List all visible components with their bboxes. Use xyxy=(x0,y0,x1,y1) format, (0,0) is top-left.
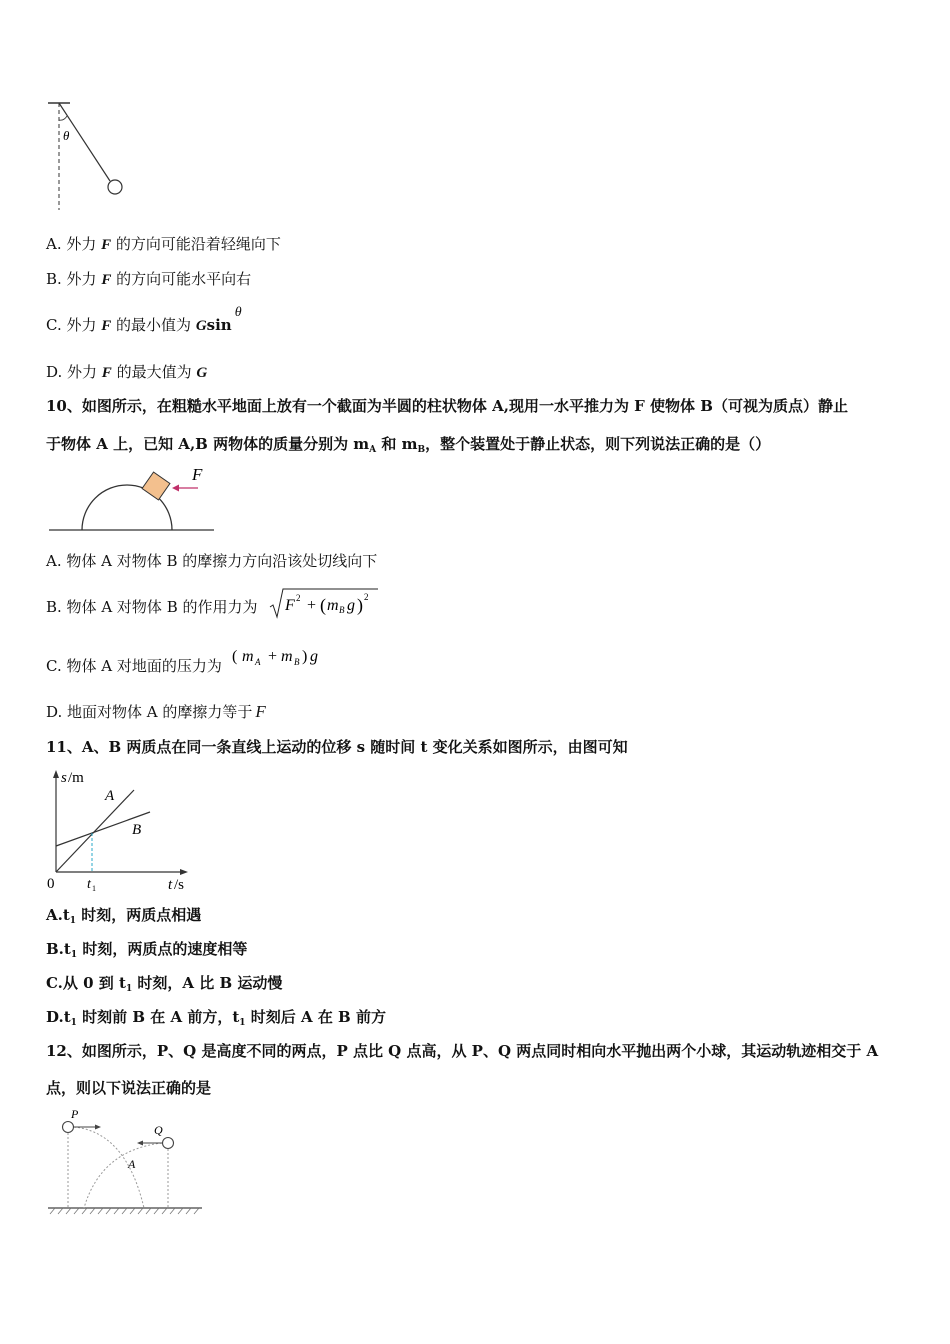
option-text: D. 地面对物体 A 的摩擦力等于 xyxy=(46,703,253,721)
var-f: F xyxy=(255,702,266,721)
q11-option-b xyxy=(46,939,247,965)
pressure-formula xyxy=(232,644,332,670)
var-m: m xyxy=(327,597,339,614)
option-text: 时刻，A 比 B 运动慢 xyxy=(132,974,283,992)
option-text: 的方向可能水平向右 xyxy=(111,270,252,288)
trajectory-q xyxy=(84,1143,162,1208)
line-b-label: B xyxy=(132,822,142,838)
var-g: g xyxy=(347,597,355,614)
option-text: D. 外力 xyxy=(46,363,102,381)
q-label: Q xyxy=(154,1123,163,1137)
paren-open: ( xyxy=(320,595,326,615)
var-m: m xyxy=(281,648,293,665)
ground-hatch xyxy=(50,1208,199,1214)
q9-option-a xyxy=(46,234,281,255)
plus-sign: + xyxy=(268,648,278,665)
velocity-arrow-p-head xyxy=(95,1125,101,1130)
q10-option-a: A. 物体 A 对物体 B 的摩擦力方向沿该处切线向下 xyxy=(46,552,378,570)
line-a xyxy=(56,790,134,872)
stem-text: ，整个装置处于静止状态，则下列说法正确的是（） xyxy=(425,435,771,453)
y-axis-label-unit: /m xyxy=(68,770,84,786)
option-text: D.t xyxy=(46,1008,71,1026)
block-b xyxy=(142,472,170,500)
y-axis-label-var: s xyxy=(61,770,67,786)
var-g: G xyxy=(195,318,207,334)
var-m: m xyxy=(242,648,254,665)
stem-text: 于物体 A 上，已知 A,B 两物体的质量分别为 m xyxy=(46,435,370,453)
option-text: 的最大值为 xyxy=(111,363,197,381)
displacement-time-graph xyxy=(44,764,194,894)
q11-option-c xyxy=(46,973,282,999)
theta-label: θ xyxy=(63,128,70,143)
force-arrow-head xyxy=(172,485,179,492)
option-text: B. 外力 xyxy=(46,270,102,288)
q10-option-b xyxy=(46,597,258,617)
q11-stem: 11、A、B 两质点在同一条直线上运动的位移 s 随时间 t 变化关系如图所示，由图可知 xyxy=(46,738,628,756)
sqrt-formula xyxy=(268,586,380,620)
subscript: 1 xyxy=(239,1018,246,1028)
option-text: B.t xyxy=(46,940,71,958)
option-text: C. 物体 A 对地面的压力为 xyxy=(46,657,222,675)
subscript: 1 xyxy=(125,984,133,994)
q9-option-d xyxy=(46,362,207,383)
exponent: 2 xyxy=(364,592,369,602)
var-f: F xyxy=(101,237,112,253)
theta-symbol: θ xyxy=(234,305,242,320)
q10-option-d xyxy=(46,702,266,722)
pendulum-figure xyxy=(40,98,140,213)
paren-close: ) xyxy=(357,595,363,615)
velocity-arrow-q-head xyxy=(137,1141,143,1146)
option-text: 时刻，两质点相遇 xyxy=(76,906,202,924)
q11-option-d xyxy=(46,1007,386,1033)
a-label: A xyxy=(128,1157,136,1171)
var-g: G xyxy=(196,365,208,381)
pendulum-ball xyxy=(108,180,122,194)
semicircle-figure xyxy=(46,462,221,537)
q12-stem-line1: 12、如图所示，P、Q 是高度不同的两点，P 点比 Q 点高，从 P、Q 两点同时相向水平抛出两个小球，其运动轨迹相交于 A xyxy=(46,1042,879,1060)
line-a-label: A xyxy=(105,788,115,804)
subscript: 1 xyxy=(69,916,77,926)
subscript: A xyxy=(369,445,377,455)
var-f: F xyxy=(101,365,112,381)
p-label: P xyxy=(71,1107,79,1121)
q12-stem-line2: 点，则以下说法正确的是 xyxy=(46,1079,212,1097)
option-text: 时刻，两质点的速度相等 xyxy=(77,940,248,958)
subscript: B xyxy=(339,605,345,615)
t1-subscript: 1 xyxy=(92,884,96,893)
subscript: 1 xyxy=(70,1018,77,1028)
var-f: F xyxy=(285,597,295,614)
paren-close: ) xyxy=(302,648,308,665)
var-f: F xyxy=(101,318,112,334)
option-text: C.从 0 到 t xyxy=(46,974,126,992)
option-text: 的最小值为 xyxy=(111,316,196,334)
q9-option-b xyxy=(46,269,251,290)
option-text: 时刻前 B 在 A 前方，t xyxy=(76,1008,240,1026)
q11-option-a xyxy=(46,905,201,931)
y-axis-arrow xyxy=(53,770,59,778)
x-axis-arrow xyxy=(180,869,188,875)
ball-p xyxy=(63,1122,74,1133)
q10-stem-line2 xyxy=(46,434,770,460)
option-text: 的方向可能沿着轻绳向下 xyxy=(111,235,281,253)
subscript: 1 xyxy=(70,950,78,960)
sin-function: sin xyxy=(206,316,232,334)
subscript: B xyxy=(417,445,426,455)
subscript: B xyxy=(294,657,300,667)
q9-option-c xyxy=(46,305,242,337)
option-text: A. 外力 xyxy=(46,235,102,253)
option-text: B. 物体 A 对物体 B 的作用力为 xyxy=(46,598,258,616)
origin-label: 0 xyxy=(47,876,55,892)
var-g: g xyxy=(310,648,318,665)
x-axis-label-unit: /s xyxy=(174,877,185,893)
q10-stem-line1: 10、如图所示，在粗糙水平地面上放有一个截面为半圆的柱状物体 A,现用一水平推力为 F 使物体 B（可视为质点）静止 xyxy=(46,397,848,415)
plus-sign: + xyxy=(307,597,317,614)
option-text: 时刻后 A 在 B 前方 xyxy=(245,1008,386,1026)
projectile-figure xyxy=(46,1106,206,1221)
var-f: F xyxy=(101,272,112,288)
stem-text: 和 m xyxy=(376,435,418,453)
angle-arc xyxy=(59,116,67,120)
force-label: F xyxy=(192,465,203,484)
subscript: A xyxy=(255,657,261,667)
t1-label: t xyxy=(87,877,91,892)
exponent: 2 xyxy=(296,593,301,603)
ball-q xyxy=(163,1138,174,1149)
option-text: C. 外力 xyxy=(46,316,102,334)
q10-option-c xyxy=(46,656,222,676)
option-text: A.t xyxy=(46,906,70,924)
x-axis-label-var: t xyxy=(168,877,173,893)
paren-open: ( xyxy=(232,648,238,665)
